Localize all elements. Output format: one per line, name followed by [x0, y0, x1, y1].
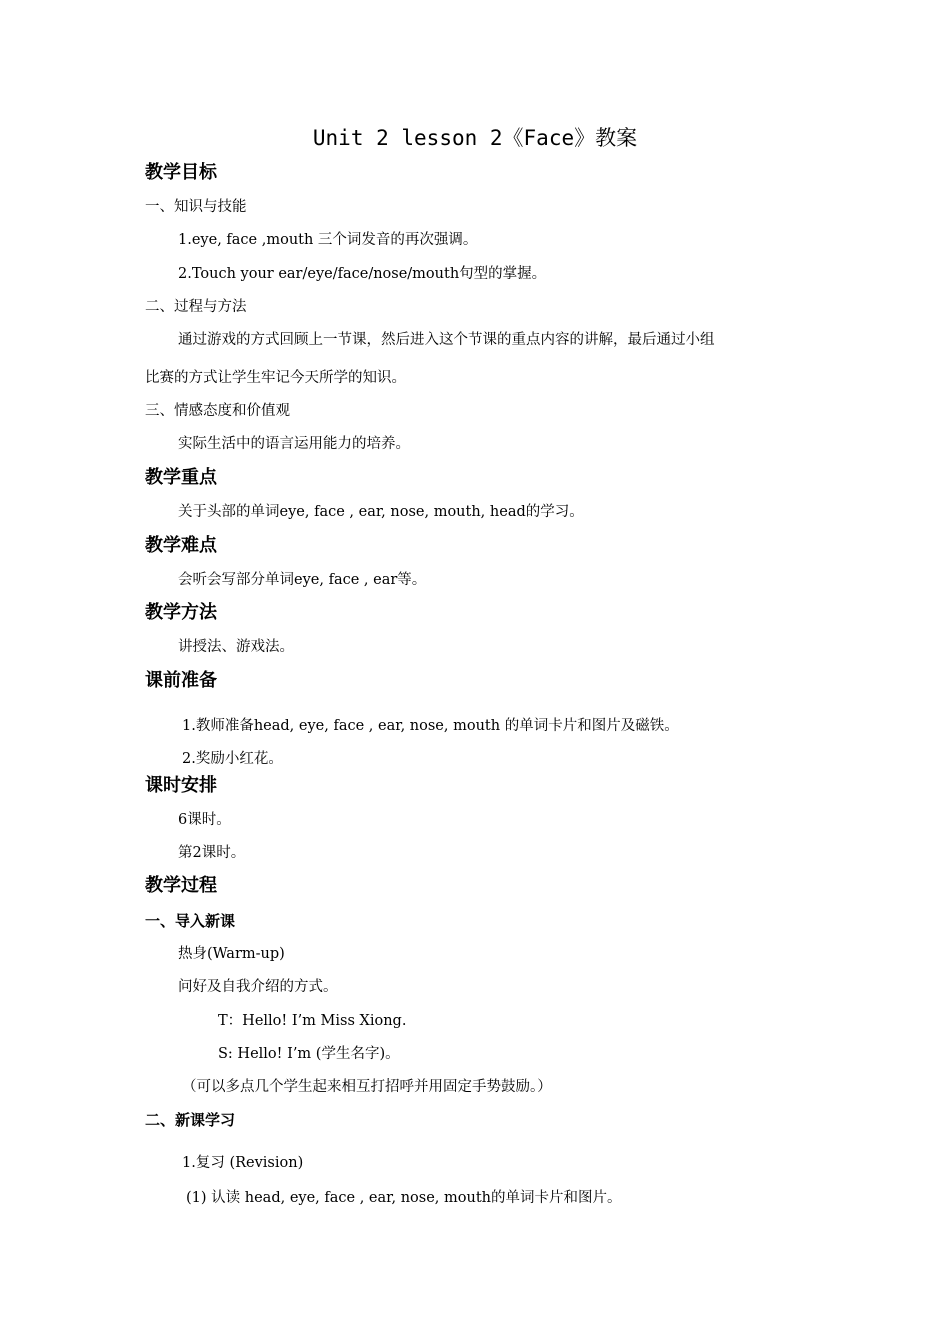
heading-methods: 教学方法: [145, 602, 217, 623]
heading-preparation: 课前准备: [145, 670, 217, 691]
revision-line: 1.复习 (Revision): [182, 1155, 304, 1171]
heading-process: 教学过程: [145, 875, 217, 896]
heading-objectives: 教学目标: [145, 162, 217, 183]
knowledge-item-1: 1.eye, face ,mouth 三个词发音的再次强调。: [178, 232, 478, 248]
attitude-values-line: 实际生活中的语言运用能力的培养。: [178, 436, 410, 452]
process-part-2: 二、新课学习: [145, 1111, 236, 1129]
difficulties-line: 会听会写部分单词eye, face , ear等。: [178, 572, 427, 588]
revision-item-1: (1) 认读 head, eye, face , ear, nose, mouth的单词卡片和图片。: [186, 1190, 622, 1206]
process-part-1: 一、导入新课: [145, 912, 236, 930]
page-title: Unit 2 lesson 2《Face》教案: [312, 126, 638, 150]
methods-line: 讲授法、游戏法。: [178, 639, 294, 655]
process-note: （可以多点几个学生起来相互打招呼并用固定手势鼓励。）: [182, 1079, 552, 1095]
heading-key-points: 教学重点: [145, 467, 217, 488]
process-method-line-2: 比赛的方式让学生牢记今天所学的知识。: [145, 370, 406, 386]
heading-difficulties: 教学难点: [145, 535, 217, 556]
sub-heading-knowledge-skills: 一、知识与技能: [145, 199, 247, 215]
warmup-desc: 问好及自我介绍的方式。: [178, 979, 338, 995]
key-points-line: 关于头部的单词eye, face , ear, nose, mouth, head的学习。: [178, 504, 584, 520]
sub-heading-process-method: 二、过程与方法: [145, 299, 247, 315]
warmup-line: 热身(Warm-up): [178, 946, 285, 962]
dialog-student: S: Hello! I’m (学生名字)。: [218, 1046, 400, 1062]
preparation-item-2: 2.奖励小红花。: [182, 751, 283, 767]
schedule-line-2: 第2课时。: [178, 845, 246, 861]
knowledge-item-2: 2.Touch your ear/eye/face/nose/mouth句型的掌握。: [178, 266, 547, 282]
process-method-line-1: 通过游戏的方式回顾上一节课，然后进入这个节课的重点内容的讲解，最后通过小组: [178, 332, 715, 348]
sub-heading-attitude-values: 三、情感态度和价值观: [145, 403, 290, 419]
dialog-teacher: T：Hello! I’m Miss Xiong.: [218, 1013, 407, 1029]
heading-schedule: 课时安排: [145, 775, 217, 796]
preparation-item-1: 1.教师准备head, eye, face , ear, nose, mouth 的单词卡片和图片及磁铁。: [182, 718, 679, 734]
schedule-line-1: 6课时。: [178, 812, 231, 828]
